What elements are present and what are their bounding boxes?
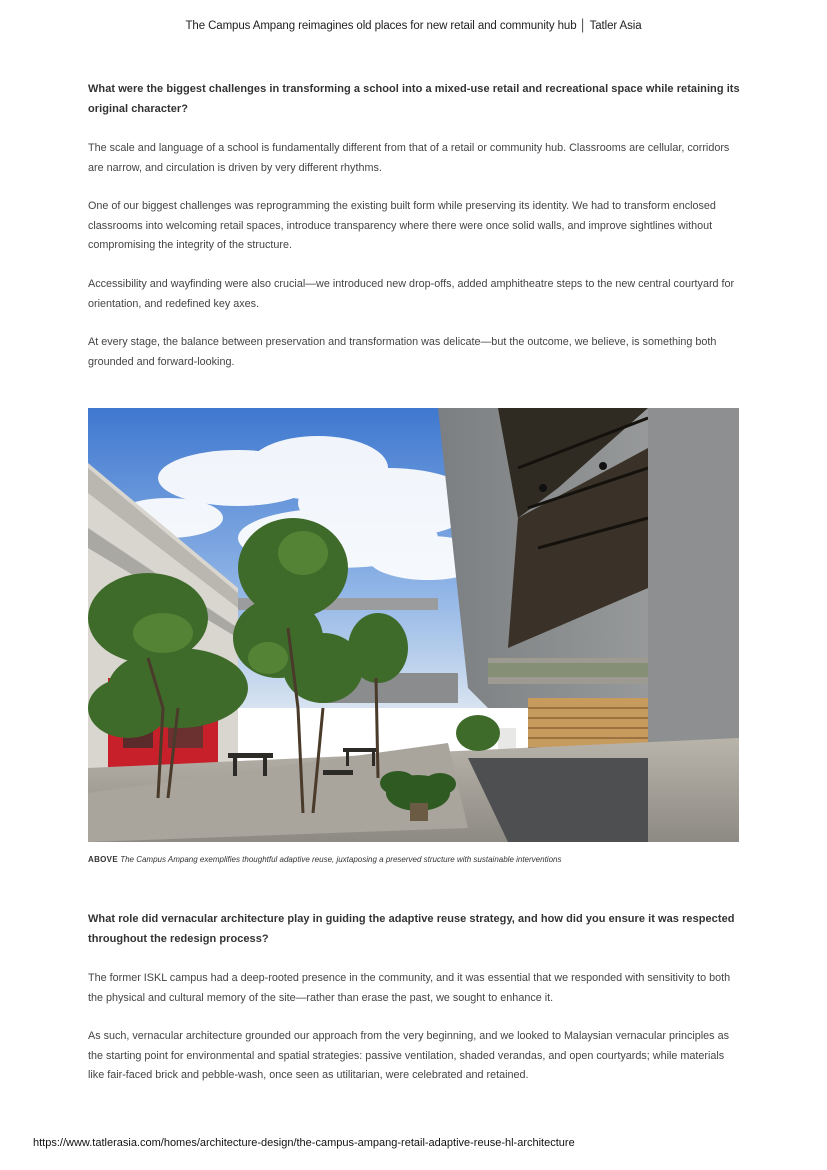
paragraph-6: As such, vernacular architecture grounded our approach from the very beginning, and we looked to Malaysian vernacular principles as the starting point for environmental and spatial strategies: passive ventilation, shaded verandas, and open courtyards; while materials like fair-faced brick and pebble-wash, once seen as utilitarian, were celebrated and retained. (88, 1030, 729, 1081)
courtyard-photo (88, 408, 739, 842)
page-url-footer[interactable]: https://www.tatlerasia.com/homes/architecture-design/the-campus-ampang-retail-adaptive-reuse-hl-architecture (33, 1137, 575, 1149)
question-1: What were the biggest challenges in transforming a school into a mixed-use retail and recreational space while retaining its original character? (88, 83, 740, 115)
page-header-title: The Campus Ampang reimagines old places for new retail and community hub │ Tatler Asia (185, 20, 642, 32)
paragraph-5: The former ISKL campus had a deep-rooted presence in the community, and it was essential that we responded with sensitivity to both the physical and cultural memory of the site—rather than erase the past, we sought to enhance it. (88, 972, 731, 1004)
paragraph-3: Accessibility and wayfinding were also crucial—we introduced new drop-offs, added amphitheatre steps to the new central courtyard for orientation, and redefined key axes. (88, 278, 735, 310)
caption-text: The Campus Ampang exemplifies thoughtful adaptive reuse, juxtaposing a preserved structure with sustainable interventions (120, 855, 562, 864)
photo-caption (88, 855, 561, 864)
paragraph-2: One of our biggest challenges was reprogramming the existing built form while preserving its identity. We had to transform enclosed classrooms into welcoming retail spaces, introduce transparency where there were once solid walls, and improve sightlines without compromising the integrity of the structure. (88, 200, 716, 251)
caption-label: ABOVE (88, 855, 118, 864)
paragraph-1: The scale and language of a school is fundamentally different from that of a retail or community hub. Classrooms are cellular, corridors are narrow, and circulation is driven by very different rhythms. (88, 142, 730, 174)
paragraph-4: At every stage, the balance between preservation and transformation was delicate—but the outcome, we believe, is something both grounded and forward-looking. (88, 336, 717, 368)
question-2: What role did vernacular architecture play in guiding the adaptive reuse strategy, and how did you ensure it was respected throughout the redesign process? (88, 913, 735, 945)
